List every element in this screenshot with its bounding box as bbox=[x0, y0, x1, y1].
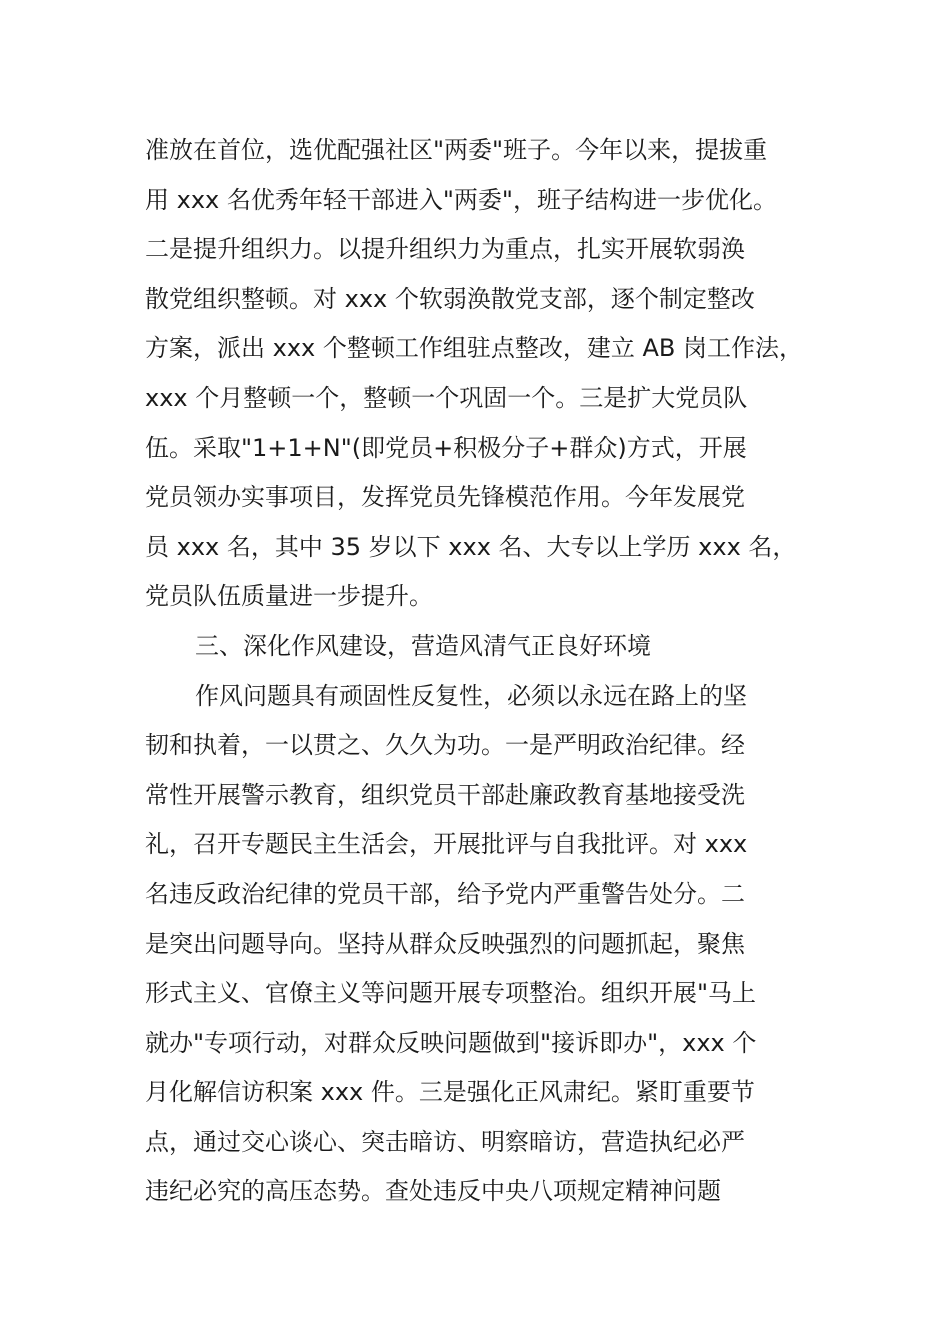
text-line: 用 xxx 名优秀年轻干部进入"两委"，班子结构进一步优化。 bbox=[145, 185, 777, 214]
text-line: 准放在首位，选优配强社区"两委"班子。今年以来，提拔重 bbox=[145, 136, 768, 164]
text-line: 党员领办实事项目，发挥党员先锋模范作用。今年发展党 bbox=[145, 483, 745, 512]
text-line: 是突出问题导向。坚持从群众反映强烈的问题抓起，聚焦 bbox=[145, 929, 745, 958]
text-line: 党员队伍质量进一步提升。 bbox=[145, 582, 433, 611]
text-line: 散党组织整顿。对 xxx 个软弱涣散党支部，逐个制定整改 bbox=[145, 284, 755, 313]
text-line: 方案，派出 xxx 个整顿工作组驻点整改，建立 AB 岗工作法， bbox=[145, 334, 804, 363]
text-line: 名违反政治纪律的党员干部，给予党内严重警告处分。二 bbox=[145, 879, 745, 908]
paragraph-first-line: 作风问题具有顽固性反复性，必须以永远在路上的坚 bbox=[195, 681, 747, 710]
text-line: 点，通过交心谈心、突击暗访、明察暗访，营造执纪必严 bbox=[145, 1127, 745, 1156]
text-line: 月化解信访积案 xxx 件。三是强化正风肃纪。紧盯重要节 bbox=[145, 1078, 755, 1107]
body-text bbox=[145, 126, 845, 1217]
text-line: 伍。采取"1+1+N"(即党员+积极分子+群众)方式，开展 bbox=[145, 433, 747, 462]
text-line: 违纪必究的高压态势。查处违反中央八项规定精神问题 bbox=[145, 1177, 721, 1206]
text-line: 形式主义、官僚主义等问题开展专项整治。组织开展"马上 bbox=[145, 979, 757, 1008]
text-line: 韧和执着，一以贯之、久久为功。一是严明政治纪律。经 bbox=[145, 731, 745, 760]
text-line: 礼，召开专题民主生活会，开展批评与自我批评。对 xxx bbox=[145, 830, 748, 859]
text-line: 就办"专项行动，对群众反映问题做到"接诉即办"，xxx 个 bbox=[145, 1028, 757, 1057]
text-line: 常性开展警示教育，组织党员干部赴廉政教育基地接受洗 bbox=[145, 780, 745, 809]
section-heading: 三、深化作风建设，营造风清气正良好环境 bbox=[195, 631, 651, 660]
text-line: xxx 个月整顿一个，整顿一个巩固一个。三是扩大党员队 bbox=[145, 383, 748, 412]
text-line: 二是提升组织力。以提升组织力为重点，扎实开展软弱涣 bbox=[145, 235, 745, 264]
text-line: 员 xxx 名，其中 35 岁以下 xxx 名、大专以上学历 xxx 名， bbox=[145, 532, 797, 561]
